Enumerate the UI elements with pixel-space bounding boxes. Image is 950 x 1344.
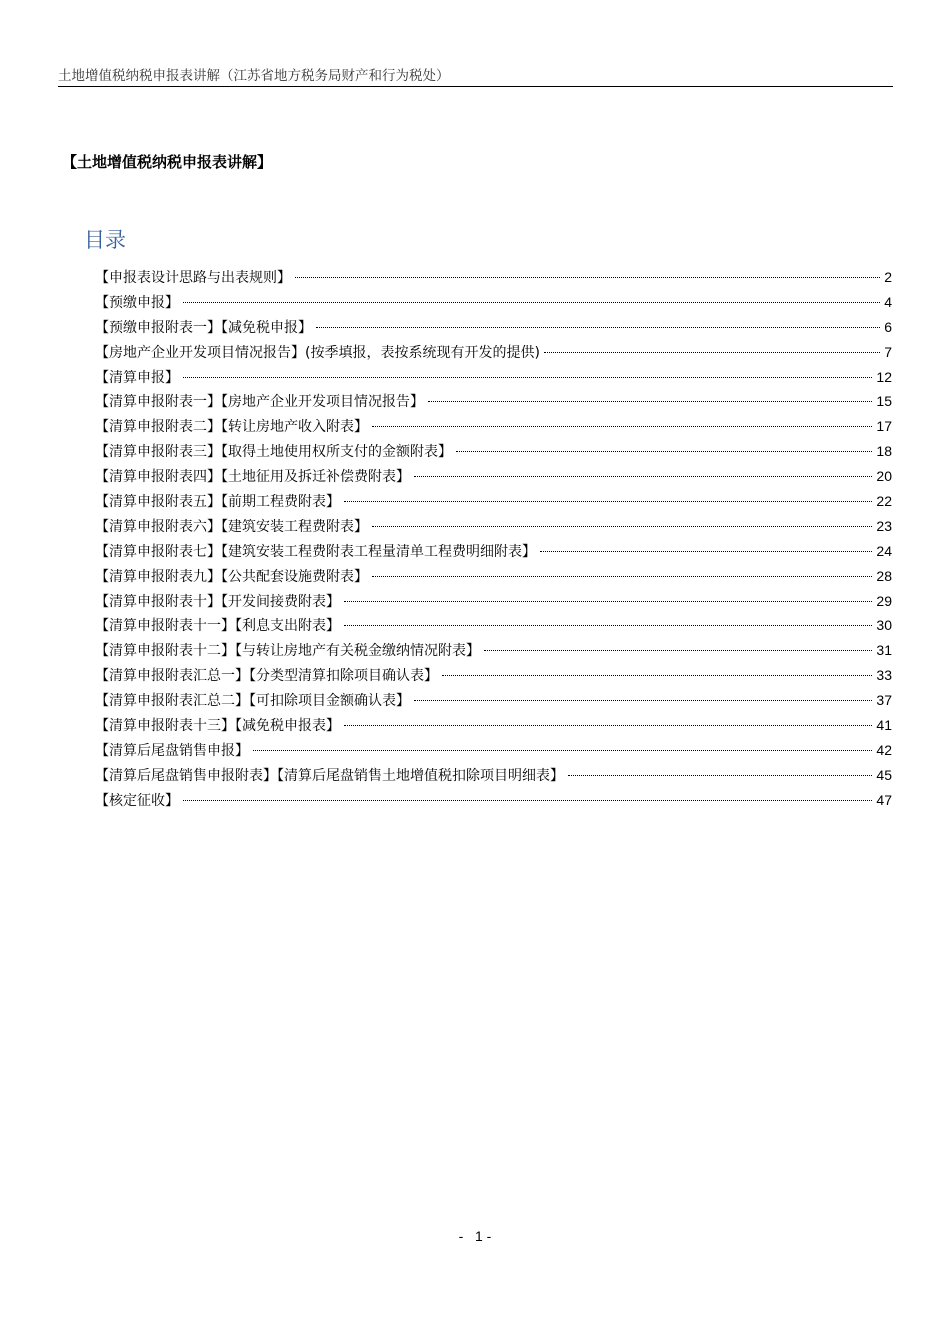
toc-entry-page-number: 18: [876, 443, 892, 460]
toc-dot-leader: [183, 302, 880, 303]
toc-dot-leader: [414, 476, 872, 477]
toc-dot-leader: [484, 650, 872, 651]
toc-dot-leader: [253, 750, 872, 751]
toc-entry-label: 【清算申报附表九】【公共配套设施费附表】: [95, 568, 368, 585]
toc-entry-page-number: 4: [884, 293, 892, 310]
toc-entry[interactable]: [95, 315, 892, 340]
toc-dot-leader: [344, 501, 872, 502]
toc-entry-label: 【清算申报附表七】【建筑安装工程费附表工程量清单工程费明细附表】: [95, 543, 536, 560]
toc-dot-leader: [372, 576, 872, 577]
toc-entry-label: 【清算申报附表二】【转让房地产收入附表】: [95, 419, 368, 436]
toc-entry-label: 【清算申报附表十二】【与转让房地产有关税金缴纳情况附表】: [95, 643, 480, 660]
toc-dot-leader: [540, 551, 872, 552]
toc-entry-label: 【房地产企业开发项目情况报告】(按季填报，表按系统现有开发的提供): [95, 344, 540, 361]
toc-dot-leader: [428, 401, 872, 402]
toc-dot-leader: [295, 277, 880, 278]
toc-entry-page-number: 45: [876, 766, 892, 783]
toc-entry-page-number: 29: [876, 592, 892, 609]
toc-entry[interactable]: [95, 414, 892, 439]
toc-entry-label: 【清算后尾盘销售申报附表】【清算后尾盘销售土地增值税扣除项目明细表】: [95, 767, 564, 784]
toc-entry[interactable]: [95, 464, 892, 489]
toc-entry-page-number: 42: [876, 741, 892, 758]
toc-entry[interactable]: [95, 514, 892, 539]
toc-entry-page-number: 37: [876, 692, 892, 709]
toc-dot-leader: [414, 700, 872, 701]
toc-entry-label: 【清算申报附表汇总一】【分类型清算扣除项目确认表】: [95, 668, 438, 685]
toc-entry-label: 【清算申报附表一】【房地产企业开发项目情况报告】: [95, 394, 424, 411]
toc-entry[interactable]: [95, 389, 892, 414]
toc-dot-leader: [568, 775, 872, 776]
toc-dot-leader: [344, 601, 872, 602]
toc-entry-page-number: 12: [876, 368, 892, 385]
toc-entry-page-number: 23: [876, 517, 892, 534]
toc-entry-label: 【清算申报附表五】【前期工程费附表】: [95, 494, 340, 511]
document-title: 【土地增值税纳税申报表讲解】: [62, 153, 273, 171]
toc-entry[interactable]: [95, 564, 892, 589]
toc-entry-page-number: 33: [876, 667, 892, 684]
toc-dot-leader: [183, 800, 872, 801]
table-of-contents: [95, 265, 892, 813]
header-text: 土地增值税纳税申报表讲解（江苏省地方税务局财产和行为税处）: [58, 68, 450, 84]
toc-entry-label: 【清算申报附表十一】【利息支出附表】: [95, 618, 340, 635]
toc-entry-label: 【清算申报附表四】【土地征用及拆迁补偿费附表】: [95, 469, 410, 486]
toc-entry-label: 【清算申报附表十】【开发间接费附表】: [95, 593, 340, 610]
toc-entry[interactable]: [95, 340, 892, 365]
toc-entry-page-number: 47: [876, 791, 892, 808]
toc-entry[interactable]: [95, 788, 892, 813]
toc-entry-label: 【申报表设计思路与出表规则】: [95, 270, 291, 286]
toc-entry[interactable]: [95, 290, 892, 315]
toc-entry[interactable]: [95, 763, 892, 788]
toc-entry-page-number: 41: [876, 717, 892, 734]
toc-entry-page-number: 30: [876, 617, 892, 634]
toc-entry-label: 【清算申报附表三】【取得土地使用权所支付的金额附表】: [95, 444, 452, 461]
toc-entry-label: 【清算申报】: [95, 369, 179, 386]
toc-dot-leader: [372, 426, 872, 427]
toc-dot-leader: [456, 451, 872, 452]
toc-heading: 目录: [84, 228, 126, 252]
toc-dot-leader: [183, 377, 872, 378]
toc-dot-leader: [316, 327, 880, 328]
toc-entry[interactable]: [95, 663, 892, 688]
toc-entry-page-number: 6: [884, 318, 892, 335]
toc-entry-page-number: 31: [876, 642, 892, 659]
page-header: [58, 66, 893, 87]
toc-entry[interactable]: [95, 638, 892, 663]
toc-dot-leader: [442, 675, 872, 676]
toc-entry[interactable]: [95, 613, 892, 638]
toc-entry[interactable]: [95, 688, 892, 713]
toc-entry-page-number: 22: [876, 493, 892, 510]
toc-entry-label: 【清算后尾盘销售申报】: [95, 742, 249, 759]
toc-entry[interactable]: [95, 539, 892, 564]
toc-entry-page-number: 17: [876, 418, 892, 435]
toc-entry-page-number: 24: [876, 542, 892, 559]
toc-entry[interactable]: [95, 265, 892, 290]
toc-entry-label: 【清算申报附表十三】【减免税申报表】: [95, 718, 340, 735]
toc-entry[interactable]: [95, 439, 892, 464]
toc-entry[interactable]: [95, 713, 892, 738]
toc-entry[interactable]: [95, 589, 892, 614]
toc-dot-leader: [344, 725, 872, 726]
toc-entry[interactable]: [95, 365, 892, 390]
toc-entry-page-number: 15: [876, 393, 892, 410]
toc-dot-leader: [372, 526, 872, 527]
page-number: - 1 -: [458, 1228, 492, 1244]
toc-dot-leader: [344, 625, 872, 626]
toc-entry-page-number: 2: [884, 269, 892, 285]
toc-entry-page-number: 28: [876, 567, 892, 584]
toc-dot-leader: [544, 352, 880, 353]
toc-entry-label: 【预缴申报】: [95, 294, 179, 311]
toc-entry-label: 【清算申报附表六】【建筑安装工程费附表】: [95, 518, 368, 535]
toc-entry-label: 【预缴申报附表一】【减免税申报】: [95, 319, 312, 336]
toc-entry-label: 【清算申报附表汇总二】【可扣除项目金额确认表】: [95, 693, 410, 710]
toc-entry[interactable]: [95, 489, 892, 514]
toc-entry-label: 【核定征收】: [95, 792, 179, 809]
toc-entry-page-number: 7: [884, 343, 892, 360]
toc-entry-page-number: 20: [876, 468, 892, 485]
toc-entry[interactable]: [95, 738, 892, 763]
